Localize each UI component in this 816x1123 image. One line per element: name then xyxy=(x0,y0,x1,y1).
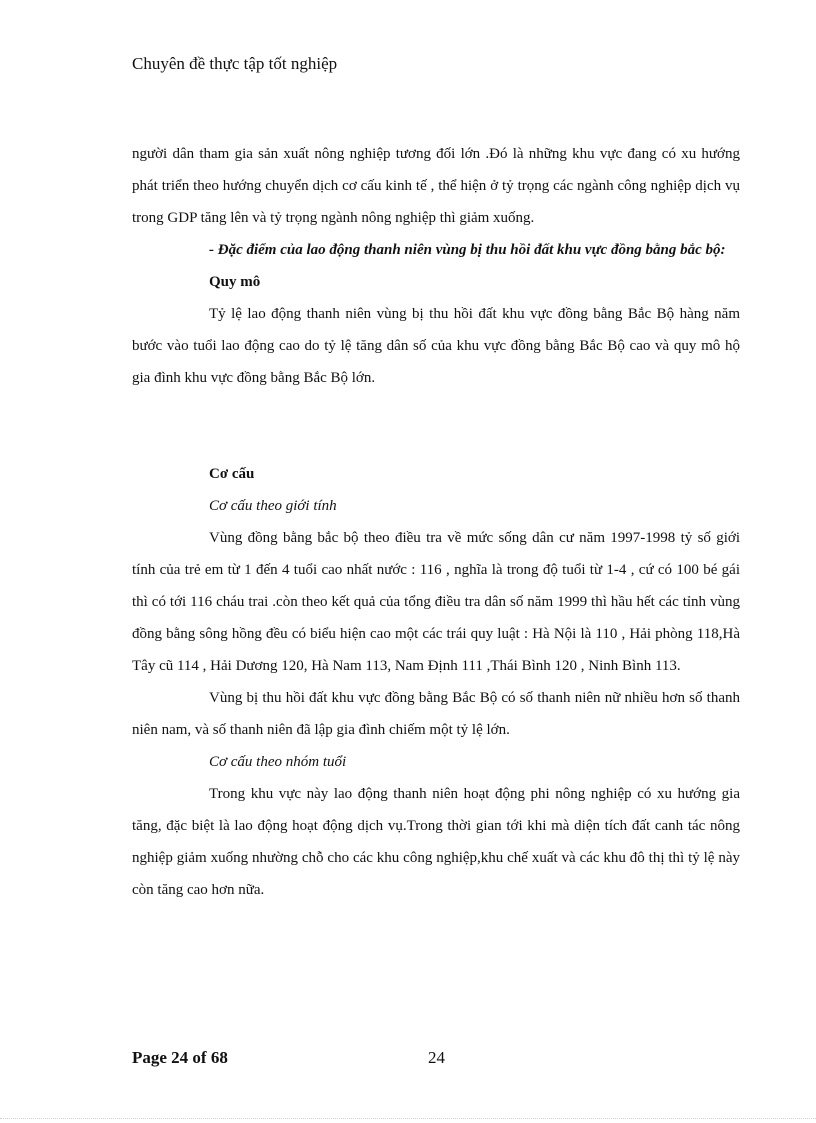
subheading-structure-by-gender: Cơ cấu theo giới tính xyxy=(209,498,337,514)
paragraph-scale: Tỷ lệ lao động thanh niên vùng bị thu hồi đất khu vực đồng bằng Bắc Bộ hàng năm bước vào tuổi lao động cao do tỷ lệ tăng dân số của khu vực đồng bằng Bắc Bộ cao và quy mô hộ gia đình khu vực đồng bằng Bắc Bộ lớn. xyxy=(132,306,740,386)
paragraph-intro: người dân tham gia sản xuất nông nghiệp tương đối lớn .Đó là những khu vực đang có xu hướng phát triển theo hướng chuyển dịch cơ cấu kinh tế , thể hiện ở tỷ trọng các ngành công nghiệp dịch vụ trong GDP tăng lên và tỷ trọng ngành nông nghiệp thì giảm xuống. xyxy=(132,146,740,226)
document-body xyxy=(132,138,740,906)
subheading-structure: Cơ cấu xyxy=(209,466,255,482)
paragraph-gender-survey: Vùng đồng bằng bắc bộ theo điều tra về mức sống dân cư năm 1997-1998 tỷ số giới tính của trẻ em từ 1 đến 4 tuổi cao nhất nước : 116 , nghĩa là trong độ tuổi từ 1-4 , cứ có 100 bé gái thì có tới 116 cháu trai .còn theo kết quả của tổng điều tra dân số năm 1999 thì hầu hết các tỉnh vùng đồng bằng sông hồng đều có biểu hiện cao một các trái quy luật : Hà Nội là 110 , Hải phòng 118,Hà Tây cũ 114 , Hải Dương 120, Hà Nam 113, Nam Định 111 ,Thái Bình 120 , Ninh Bình 113. xyxy=(132,530,740,674)
blank-space xyxy=(132,394,740,458)
subheading-structure-by-age: Cơ cấu theo nhóm tuổi xyxy=(209,754,347,770)
page-bottom-divider xyxy=(0,1118,816,1119)
subheading-scale: Quy mô xyxy=(209,274,261,290)
paragraph-age-group: Trong khu vực này lao động thanh niên hoạt động phi nông nghiệp có xu hướng gia tăng, đặc biệt là lao động hoạt động dịch vụ.Trong thời gian tới khi mà diện tích đất canh tác nông nghiệp giảm xuống nhường chỗ cho các khu công nghiệp,khu chế xuất và các khu đô thị thì tỷ lệ này còn tăng cao hơn nữa. xyxy=(132,786,740,898)
footer-page-label: Page 24 of 68 xyxy=(132,1048,228,1067)
page-header-title: Chuyên đề thực tập tốt nghiệp xyxy=(132,54,338,73)
section-heading-labor-characteristics: - Đặc điểm của lao động thanh niên vùng bị thu hồi đất khu vực đồng bằng bắc bộ: xyxy=(209,242,726,258)
footer-page-number: 24 xyxy=(428,1048,445,1067)
paragraph-gender-summary: Vùng bị thu hồi đất khu vực đồng bằng Bắc Bộ có số thanh niên nữ nhiều hơn số thanh niên nam, và số thanh niên đã lập gia đình chiếm một tỷ lệ lớn. xyxy=(132,690,740,738)
